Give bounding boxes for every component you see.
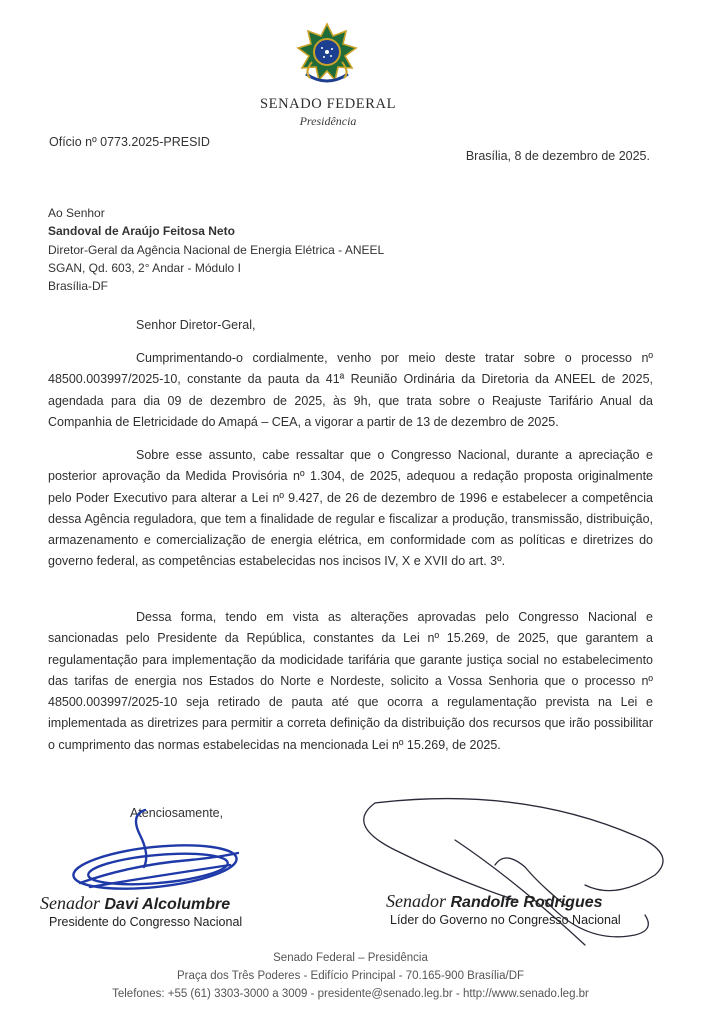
institution-name: SENADO FEDERAL xyxy=(259,96,397,112)
closing: Atenciosamente, xyxy=(130,806,224,820)
footer-line-2: Praça dos Três Poderes - Edifício Principal - 70.165-900 Brasília/DF xyxy=(176,970,525,982)
recipient-name-text: Sandoval de Araújo Feitosa Neto xyxy=(48,224,235,238)
footer-line-3: Telefones: +55 (61) 3303-3000 a 3009 - presidente@senado.leg.br - http://www.senado.leg.br xyxy=(112,988,589,1000)
recipient-greeting: Ao Senhor xyxy=(48,206,105,220)
signature-right-line xyxy=(386,891,603,912)
signature-right-prefix: Senador xyxy=(386,891,446,911)
office-reference: Ofício nº 0773.2025-PRESID xyxy=(49,135,210,149)
handwritten-signature-right xyxy=(355,795,685,955)
body-paragraph-3: Dessa forma, tendo em vista as alterações aprovadas pelo Congresso Nacional e sancionadas pelo Presidente da República, constantes da Lei nº 15.269, de 2025, que garantem a regulamentação para implementação da modicidade tarifária que garante justiça social no estabelecimento das tarifas de energia nos Estados do Norte e Nordeste, solicito a Vossa Senhoria que o processo nº 48500.003997/2025-10 seja retirado de pauta até que ocorra a regulamentação prevista na Lei e implementada as diretrizes para permitir a correta definição da distribuição dos recursos que irão possibilitar o cumprimento das normas estabelecidas na mencionada Lei nº 15.269, de 2025. xyxy=(48,610,653,752)
handwritten-signature-left xyxy=(70,805,250,905)
body-paragraph-2: Sobre esse assunto, cabe ressaltar que o Congresso Nacional, durante a apreciação e posterior aprovação da Medida Provisória nº 1.304, de 2025, adequou a redação proposta originalmente pelo Poder Executivo para alterar a Lei nº 9.427, de 26 de dezembro de 1996 e estabelecer a competência dessa Agência reguladora, que tem a finalidade de regular e fiscalizar a produção, transmissão, distribuição, armazenamento e comercialização de energia elétrica, em conformidade com as políticas e diretrizes do governo federal, as competências estabelecidas nos incisos IV, X e XVII do art. 3º. xyxy=(48,448,653,569)
signature-left-line xyxy=(40,893,230,914)
signature-left-name: Davi Alcolumbre xyxy=(104,896,231,913)
footer-line-1: Senado Federal – Presidência xyxy=(273,952,428,964)
salutation: Senhor Diretor-Geral, xyxy=(136,318,256,332)
recipient-address: SGAN, Qd. 603, 2° Andar - Módulo I xyxy=(48,261,241,275)
signature-left-prefix: Senador xyxy=(40,893,100,913)
coat-of-arms-seal xyxy=(294,22,360,88)
signature-left-role: Presidente do Congresso Nacional xyxy=(49,915,243,929)
recipient-city: Brasília-DF xyxy=(48,279,109,293)
letter-date: Brasília, 8 de dezembro de 2025. xyxy=(465,149,650,163)
recipient-name xyxy=(48,224,235,238)
recipient-title: Diretor-Geral da Agência Nacional de Energia Elétrica - ANEEL xyxy=(48,243,385,257)
signature-right-name: Randolfe Rodrigues xyxy=(450,894,603,911)
institution-subtitle: Presidência xyxy=(299,114,357,128)
signature-right-role: Líder do Governo no Congresso Nacional xyxy=(390,913,621,927)
body-paragraph-1: Cumprimentando-o cordialmente, venho por meio deste tratar sobre o processo nº 48500.003997/2025-10, constante da pauta da 41ª Reunião Ordinária da Diretoria da ANEEL de 2025, agendada para dia 09 de dezembro de 2025, às 9h, que trata sobre o Reajuste Tarifário Anual da Companhia de Eletricidade do Amapá – CEA, a vigorar a partir de 13 de dezembro de 2025. xyxy=(48,351,653,429)
